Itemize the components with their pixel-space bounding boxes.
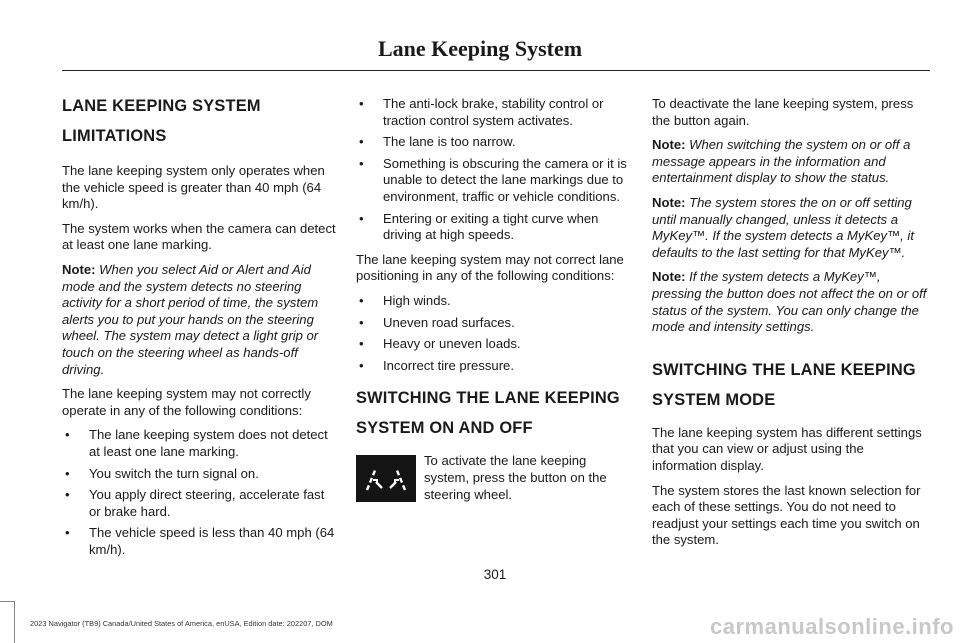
note-label: Note: <box>652 194 686 210</box>
note-label: Note: <box>652 269 686 285</box>
paragraph: The system stores the last known selection for each of these settings. You do not need to readjust your settings each time you switch on the system. <box>652 482 921 548</box>
list-item: • Uneven road surfaces. <box>356 315 633 332</box>
section-heading-on-off <box>356 388 633 439</box>
heading-line: SYSTEM MODE <box>652 390 776 409</box>
note <box>652 269 929 335</box>
lane-keeping-symbol <box>363 464 409 494</box>
list-item: • Something is obscuring the camera or it is unable to detect the lane markings due to environment, traffic or vehicle conditions. <box>356 156 633 206</box>
note-text: When you select Aid or Alert and Aid mode and the system detects no steering activity for a short period of time, the system alerts you to put your hands on the steering wheel. The system may detect a light grip or touch on the steering wheel as hands-off driving. <box>62 261 319 377</box>
note-label: Note: <box>652 137 686 153</box>
list-item: • The lane keeping system does not detect at least one lane marking. <box>62 427 339 460</box>
page-header-title: Lane Keeping System <box>377 36 583 61</box>
list-item: • You apply direct steering, accelerate fast or brake hard. <box>62 487 339 520</box>
note <box>652 137 929 187</box>
paragraph: The system works when the camera can detect at least one lane marking. <box>62 220 336 253</box>
watermark-logo: carmanualsonline.info <box>710 614 954 639</box>
section-heading-limitations <box>62 96 339 147</box>
note-text: The system stores the on or off setting until manually changed, unless it detects a MyKey™. If the system detects a MyKey™, it defaults to the last setting for that MyKey™. <box>652 194 914 260</box>
note-label: Note: <box>62 261 96 277</box>
list-item: • The lane is too narrow. <box>356 134 633 151</box>
section-heading-mode <box>652 360 929 411</box>
list-item: • You switch the turn signal on. <box>62 466 339 483</box>
condition-list <box>356 96 633 244</box>
list-item: • The anti-lock brake, stability control or traction control system activates. <box>356 96 633 129</box>
list-item: • Heavy or uneven loads. <box>356 336 633 353</box>
note <box>62 262 339 378</box>
heading-line: SYSTEM ON AND OFF <box>356 419 533 438</box>
condition-list <box>62 427 339 558</box>
heading-line: SWITCHING THE LANE KEEPING <box>356 389 620 408</box>
paragraph: The lane keeping system may not correctly operate in any of the following conditions: <box>62 386 311 418</box>
heading-line: SWITCHING THE LANE KEEPING <box>652 360 916 379</box>
note <box>652 195 929 261</box>
column-2 <box>356 96 633 503</box>
note-text: When switching the system on or off a message appears in the information and entertainment display to show the status. <box>652 137 911 186</box>
switch-instruction <box>356 453 633 503</box>
paragraph: The lane keeping system only operates when the vehicle speed is greater than 40 mph (64 km/h). <box>62 163 325 212</box>
crop-mark <box>0 601 15 643</box>
header-divider <box>62 70 930 71</box>
heading-line: LIMITATIONS <box>62 127 167 145</box>
column-3 <box>652 96 929 557</box>
list-item: • Entering or exiting a tight curve when driving at high speeds. <box>356 211 633 244</box>
paragraph: The lane keeping system may not correct lane positioning in any of the following conditions: <box>356 251 624 284</box>
list-item: • Incorrect tire pressure. <box>356 358 633 375</box>
heading-line: LANE KEEPING SYSTEM <box>62 97 261 115</box>
paragraph: The lane keeping system has different settings that you can view or adjust using the information display. <box>652 424 922 473</box>
paragraph: To deactivate the lane keeping system, press the button again. <box>652 96 914 128</box>
note-text: If the system detects a MyKey™, pressing the button does not affect the on or off status of the system. You can only change the mode and intensity settings. <box>652 269 927 335</box>
column-1 <box>62 96 339 566</box>
lane-keeping-button-icon <box>356 455 416 502</box>
switch-text: To activate the lane keeping system, press the button on the steering wheel. <box>424 453 607 502</box>
list-item: • The vehicle speed is less than 40 mph (64 km/h). <box>62 525 339 558</box>
footer-edition-text: 2023 Navigator (TB9) Canada/United States of America, enUSA, Edition date: 202207, DOM <box>30 619 333 628</box>
condition-list <box>356 293 633 374</box>
page-number: 301 <box>483 567 507 582</box>
list-item: • High winds. <box>356 293 633 310</box>
